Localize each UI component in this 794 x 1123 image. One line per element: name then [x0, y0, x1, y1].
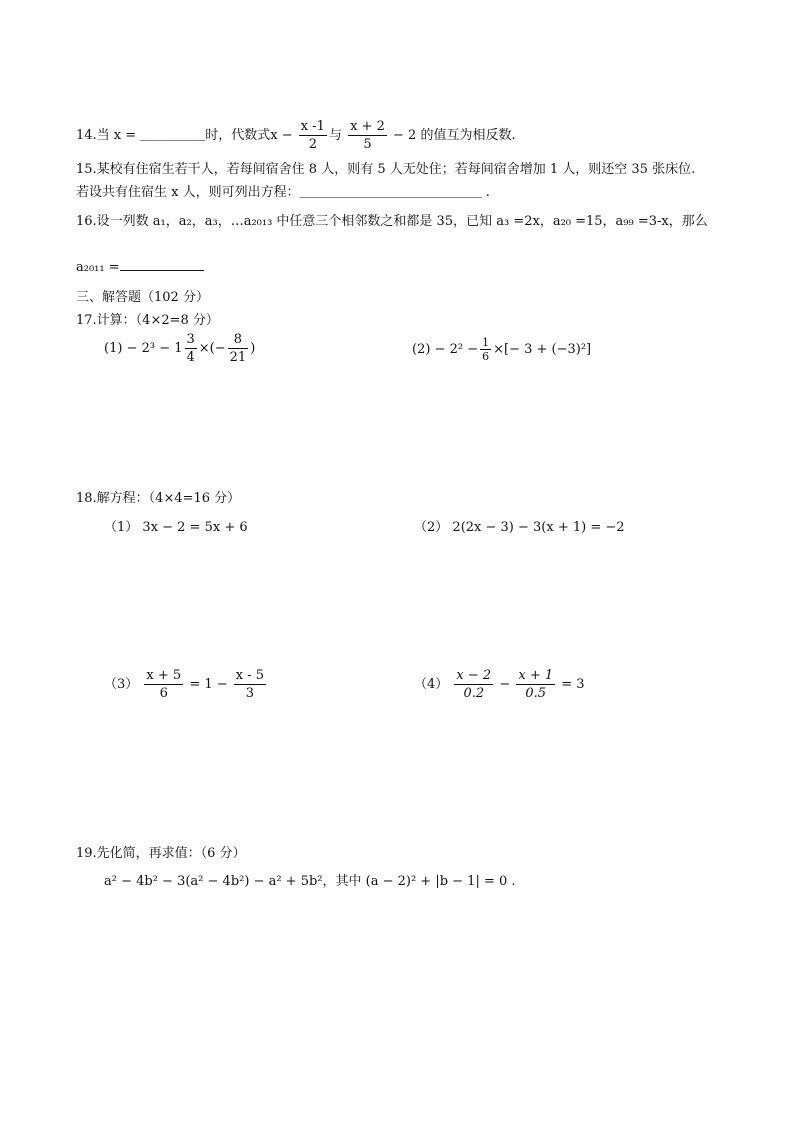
q18-part-2 — [414, 520, 625, 536]
q18-p4-mid: − — [499, 677, 511, 692]
q18-p4-fraction-2: $\frac{x + 1}{0.5}$ — [518, 668, 554, 701]
q18-part-1 — [104, 520, 248, 536]
q17-p1-mixed-fraction: $\frac{3}{4}$ — [186, 332, 195, 365]
q18-p1-expr: 3x − 2 = 5x + 6 — [142, 520, 248, 535]
q14-suffix: 的值互为相反数. — [420, 128, 516, 143]
question-17-title: 17.计算：（4×2=8 分） — [76, 313, 219, 328]
question-18-title: 18.解方程：（4×4=16 分） — [76, 491, 241, 506]
q18-p3-fraction-2: $\frac{x - 5}{3}$ — [235, 668, 265, 701]
q18-p1-label: （1） — [104, 520, 139, 535]
q17-p2-expr-a: − 2² − — [434, 342, 479, 357]
q18-part-3 — [104, 666, 268, 704]
q14-expr-a: x − — [270, 128, 293, 143]
q18-p3-label: （3） — [104, 677, 139, 692]
question-16-line-1: 16.设一列数 a₁，a₂，a₃，…a₂₀₁₃ 中任意三个相邻数之和都是 35，已知 a₃ =2x，a₂₀ =15，a₉₉ =3-x，那么 — [76, 214, 708, 229]
question-19-title: 19.先化简，再求值：（6 分） — [76, 846, 246, 861]
q17-p1-close: ) — [250, 341, 256, 356]
q16-a2011-label: a₂₀₁₁ = — [76, 260, 120, 275]
q14-fraction-2: $\frac{x + 2}{5}$ — [350, 119, 385, 152]
q17-part-2 — [412, 332, 591, 368]
question-14 — [76, 118, 516, 154]
q14-fraction-1: $\frac{x -1}{2}$ — [300, 119, 325, 152]
question-16-line-2 — [76, 258, 204, 276]
q16-answer-blank — [120, 258, 204, 271]
q17-p2-expr-b: ×[− 3 + (−3)²] — [493, 342, 592, 357]
q17-p2-label: (2) — [412, 342, 431, 357]
q18-p3-mid: = 1 − — [189, 677, 228, 692]
q18-p2-expr: 2(2x − 3) − 3(x + 1) = −2 — [452, 520, 625, 535]
q18-part-4 — [414, 666, 585, 704]
section-3-title: 三、解答题（102 分） — [76, 290, 209, 305]
q18-p2-label: （2） — [414, 520, 449, 535]
q14-minus-two: − 2 — [393, 128, 417, 143]
question-15-line-1: 15.某校有住宿生若干人，若每间宿舍住 8 人，则有 5 人无处住；若每间宿舍增加 1 人，则还空 35 张床位. — [76, 162, 696, 177]
q17-part-1 — [104, 330, 255, 368]
q17-p1-fraction: $\frac{8}{21}$ — [229, 332, 247, 365]
q14-joiner: 与 — [328, 128, 342, 143]
q14-prefix: 14.当 x = ＿＿＿＿＿时，代数式 — [76, 128, 271, 143]
q18-p4-end: = 3 — [561, 677, 585, 692]
q17-p1-expr-a: − 2³ − 1 — [126, 341, 183, 356]
q18-p3-fraction-1: $\frac{x + 5}{6}$ — [146, 668, 182, 701]
question-15-line-2: 若设共有住宿生 x 人，则可列出方程：＿＿＿＿＿＿＿＿＿＿＿＿＿＿ . — [76, 185, 490, 200]
q18-p4-fraction-1: $\frac{x - 2}{0.2}$ — [456, 668, 492, 701]
q17-p1-times: ×(− — [198, 341, 226, 356]
q17-p2-fraction: $\frac{1}{6}$ — [482, 336, 490, 363]
q19-expression: a² − 4b² − 3(a² − 4b²) − a² + 5b²，其中 (a − 2)² + |b − 1| = 0 . — [104, 874, 516, 889]
q18-p4-label: （4） — [414, 677, 449, 692]
q17-p1-label: (1) — [104, 341, 123, 356]
